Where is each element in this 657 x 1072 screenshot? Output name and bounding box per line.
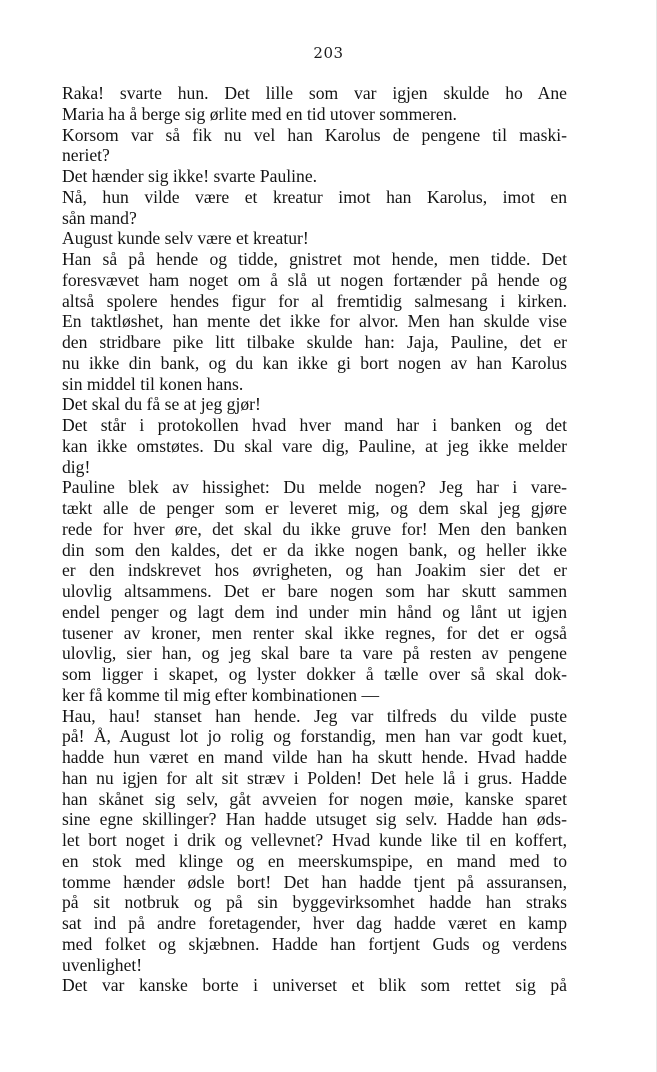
- text-line: Korsom var så fik nu vel han Karolus de pengene til maski-: [62, 124, 567, 145]
- text-line: på! Å, August lot jo rolig og forstandig, men han var godt kuet,: [62, 726, 567, 747]
- text-line: sån mand?: [62, 207, 137, 228]
- text-line: hadde hun været en mand vilde han ha skutt hende. Hvad hadde: [62, 747, 567, 767]
- text-line: sin middel til konen hans.: [62, 373, 244, 394]
- text-line: ker få komme til mig efter kombinationen —: [62, 684, 380, 705]
- text-line: han nu igjen for alt sit stræv i Polden! Det hele lå i grus. Hadde: [62, 767, 567, 788]
- text-line: som ligger i skapet, og lyster dokker å tælle over så skal dok-: [62, 664, 567, 684]
- text-line: En taktløshet, han mente det ikke for alvor. Men han skulde vise: [62, 311, 567, 332]
- text-line: sat ind på andre foretagender, hver dag hadde været en kamp: [62, 913, 567, 933]
- text-line: Det hænder sig ikke! svarte Pauline.: [62, 166, 318, 186]
- text-line: Hau, hau! stanset han hende. Jeg var tilfreds du vilde puste: [62, 705, 567, 726]
- text-line: sine egne skillinger? Han hadde utsuget sig selv. Hadde han øds-: [62, 809, 567, 830]
- text-line: tækt alle de penger som er leveret mig, og dem skal jeg gjøre: [62, 498, 567, 518]
- text-line: dig!: [62, 456, 91, 477]
- text-line: Han så på hende og tidde, gnistret mot hende, men tidde. Det: [62, 249, 567, 269]
- text-line: tomme hænder ødsle bort! Det han hadde tjent på assuransen,: [62, 871, 567, 892]
- text-line: uvenlighet!: [62, 954, 143, 975]
- text-line: nu ikke din bank, og du kan ikke gi bort nogen av han Karolus: [62, 352, 567, 373]
- text-line: Maria ha å berge sig ørlite med en tid utover sommeren.: [62, 103, 457, 124]
- text-line: let bort noget i drik og vellevnet? Hvad kunde like til en koffert,: [62, 830, 567, 850]
- text-line: er den indskrevet hos øvrigheten, og han Joakim sier det er: [62, 560, 567, 581]
- body-text: [62, 83, 567, 996]
- text-line: din som den kaldes, det er da ikke nogen bank, og heller ikke: [62, 539, 567, 560]
- text-line: Pauline blek av hissighet: Du melde nogen? Jeg har i vare-: [62, 477, 567, 498]
- text-line: rede for hver øre, det skal du ikke gruve for! Men den banken: [62, 518, 567, 539]
- text-line: Det var kanske borte i universet et blik som rettet sig på: [62, 975, 567, 996]
- text-line: endel penger og lagt dem ind under min hånd og lånt ut igjen: [62, 601, 567, 622]
- text-line: Det skal du få se at jeg gjør!: [62, 394, 261, 415]
- text-line: på sit notbruk og på sin byggevirksomhet hadde han straks: [62, 892, 567, 913]
- text-line: en stok med klinge og en meerskumspipe, en mand med to: [62, 850, 567, 871]
- text-line: neriet?: [62, 145, 110, 166]
- text-line: Raka! svarte hun. Det lille som var igjen skulde ho Ane: [62, 83, 567, 103]
- text-line: han skånet sig selv, gåt avveien for nogen møie, kanske sparet: [62, 788, 567, 809]
- text-line: foresvævet ham noget om å slå ut nogen fortænder på hende og: [62, 269, 567, 290]
- text-line: kan ikke omstøtes. Du skal vare dig, Pauline, at jeg ikke melder: [62, 435, 567, 456]
- text-line: den stridbare pike litt tilbake skulde han: Jaja, Pauline, det er: [62, 332, 567, 352]
- text-line: August kunde selv være et kreatur!: [62, 228, 309, 249]
- page-number: 203: [313, 44, 344, 62]
- text-line: tusener av kroner, men renter skal ikke regnes, for det er også: [62, 622, 567, 643]
- text-line: Det står i protokollen hvad hver mand har i banken og det: [62, 415, 567, 435]
- text-line: med folket og skjæbnen. Hadde han fortjent Guds og verdens: [62, 933, 567, 954]
- text-line: Nå, hun vilde være et kreatur imot han Karolus, imot en: [62, 186, 567, 207]
- text-line: ulovlig altsammens. Det er bare nogen som har skutt sammen: [62, 581, 567, 601]
- text-line: altså spolere hendes figur for al fremtidig salmesang i kirken.: [62, 290, 567, 311]
- text-line: ulovlig, sier han, og jeg skal bare ta vare på resten av pengene: [62, 643, 567, 664]
